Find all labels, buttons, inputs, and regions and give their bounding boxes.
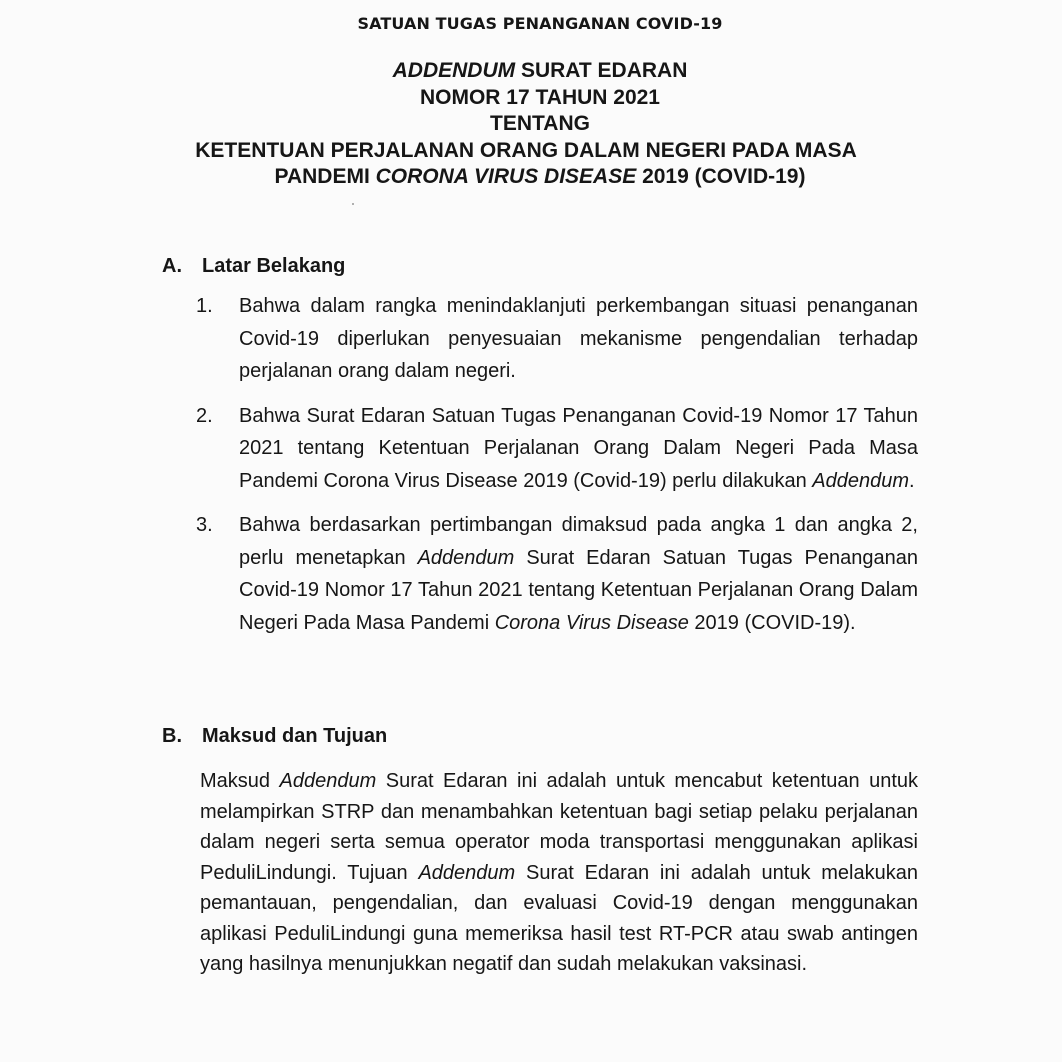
title-line-4: KETENTUAN PERJALANAN ORANG DALAM NEGERI PADA MASA <box>195 138 857 162</box>
organization-header: SATUAN TUGAS PENANGANAN COVID-19 <box>357 14 723 33</box>
list-item-italic-a: Addendum <box>812 469 910 492</box>
list-item-1 <box>196 290 918 388</box>
list-item-text <box>239 290 918 388</box>
para-italic-a: Addendum <box>279 770 377 792</box>
section-b-paragraph <box>200 766 918 980</box>
scan-speck <box>352 203 354 205</box>
section-b-heading <box>162 725 387 748</box>
title-line-5-a: PANDEMI <box>274 165 376 188</box>
list-item-italic-b: Corona Virus Disease <box>494 611 689 634</box>
list-item-text-a: Bahwa dalam rangka menindaklanjuti perkembangan situasi penanganan Covid-19 diperlukan penyesuaian mekanisme pengendalian terhadap perjalanan orang dalam negeri. <box>239 295 918 382</box>
section-a-list <box>196 290 918 651</box>
list-item-number: 3. <box>196 514 213 536</box>
section-b-title: Maksud dan Tujuan <box>202 725 388 747</box>
section-b-letter: B. <box>162 725 182 747</box>
title-line-1 <box>0 58 1062 85</box>
list-item-text-a: Bahwa berdasarkan pertimbangan dimaksud pada angka 1 dan angka 2, perlu menetapkan <box>239 514 918 569</box>
title-line-5-italic: CORONA VIRUS DISEASE <box>375 165 637 188</box>
title-line-5 <box>0 164 1062 191</box>
list-item-number: 2. <box>196 404 213 427</box>
list-item-text <box>239 400 918 498</box>
list-item-text-a: Bahwa Surat Edaran Satuan Tugas Penanganan Covid-19 Nomor 17 Tahun 2021 tentang Ketentuan Perjalanan Orang Dalam Negeri Pada Masa Pandemi Corona Virus Disease 2019 (Covid-19) perlu dilakukan <box>239 404 918 492</box>
section-a-heading <box>162 255 345 278</box>
list-item-number: 1. <box>196 295 213 317</box>
list-item-text <box>239 509 918 639</box>
list-item-3 <box>196 509 918 639</box>
title-line-5-b: 2019 (COVID-19) <box>636 165 806 188</box>
list-item-text-b: Surat Edaran Satuan Tugas Penanganan Covid-19 Nomor 17 Tahun 2021 tentang Ketentuan Perjalanan Orang Dalam Negeri Pada Masa Pandemi <box>239 546 918 634</box>
title-addendum-italic: ADDENDUM <box>392 59 516 82</box>
section-a-letter: A. <box>162 255 182 277</box>
list-item-italic-a: Addendum <box>417 546 515 569</box>
para-italic-b: Addendum <box>418 861 516 884</box>
list-item-2 <box>196 400 918 498</box>
para-text-a: Maksud <box>200 770 280 792</box>
title-line-1-rest: SURAT EDARAN <box>515 59 688 82</box>
title-line-2: NOMOR 17 TAHUN 2021 <box>419 85 660 109</box>
para-text-b: Surat Edaran ini adalah untuk mencabut ketentuan untuk melampirkan STRP dan menambahkan ketentuan bagi setiap pelaku perjalanan dalam negeri serta semua operator moda transportasi menggunakan aplikasi PeduliLindungi. Tujuan <box>200 770 918 884</box>
document-title <box>0 58 1062 191</box>
list-item-text-c: 2019 (COVID-19). <box>688 611 856 634</box>
list-item-text-b: . <box>909 469 915 492</box>
para-text-c: Surat Edaran ini adalah untuk melakukan pemantauan, pengendalian, dan evaluasi Covid-19 dengan menggunakan aplikasi PeduliLindungi guna memeriksa hasil test RT-PCR atau swab antingen yang hasilnya menunjukkan negatif dan sudah melakukan vaksinasi. <box>200 861 918 975</box>
section-a-title: Latar Belakang <box>202 255 346 277</box>
title-line-3: TENTANG <box>490 112 590 135</box>
